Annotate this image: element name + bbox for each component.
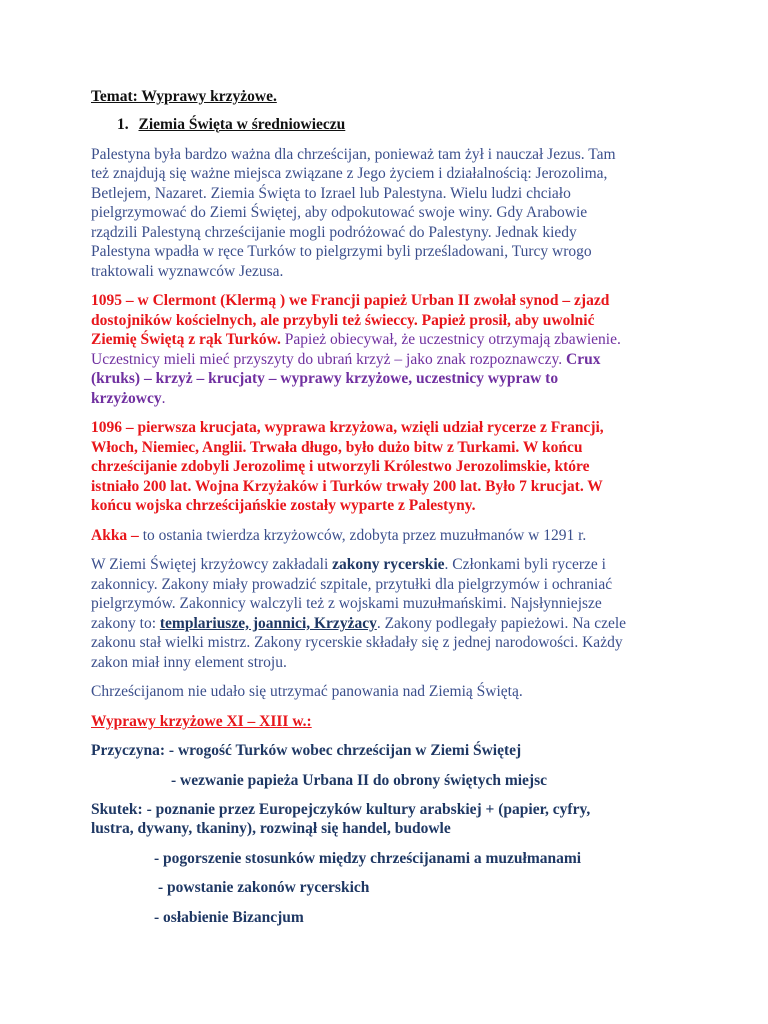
text-span: - wrogość Turków wobec chrześcijan w Ziemi Świętej (168, 742, 522, 759)
cause-item (91, 741, 691, 760)
text-line: dostojników kościelnych, ale przybyli też świeccy. Papież prosił, aby uwolnić (91, 312, 595, 329)
text-line (91, 614, 691, 633)
text-line: rządzili Palestyną chrześcijanie mogli podróżować do Palestyny. Jednak kiedy (91, 224, 577, 241)
text-line: (kruks) – krzyż – krucjaty – wyprawy krzyżowe, uczestnicy wypraw to (91, 370, 559, 387)
text-span: krzyżowcy (91, 390, 162, 407)
text-line: zakonu stał wielki mistrz. Zakony rycerskie składały się z jednej narodowości. Każdy (91, 634, 623, 651)
text-line (91, 350, 691, 369)
cause-item: - wezwanie papieża Urbana II do obrony świętych miejsc (171, 772, 548, 789)
text-span: Akka – (91, 527, 143, 544)
text-span: - poznanie przez Europejczyków kultury arabskiej + (papier, cyfry, (146, 801, 591, 818)
text-span: to ostania twierdza krzyżowców, zdobyta przez muzułmanów w 1291 r. (142, 527, 587, 544)
text-span: . Zakony podlegały papieżowi. Na czele (376, 615, 627, 632)
causes-label: Przyczyna: (91, 742, 166, 759)
effect-item (91, 800, 691, 819)
summary-heading: Wyprawy krzyżowe XI – XIII w.: (91, 713, 312, 730)
effect-item-continued: lustra, dywany, tkaniny), rozwinął się handel, budowle (91, 820, 451, 837)
text-span: . (161, 390, 166, 407)
text-line (91, 330, 691, 349)
paragraph-conclusion: Chrześcijanom nie udało się utrzymać panowania nad Ziemią Świętą. (91, 683, 523, 700)
text-span: . Członkami byli rycerze i (444, 556, 606, 573)
text-line: traktowali wyznawców Jezusa. (91, 263, 284, 280)
effect-item: - osłabienie Bizancjum (154, 909, 304, 926)
text-line (91, 389, 691, 408)
effect-item: - pogorszenie stosunków między chrześcijanami a muzułmanami (154, 850, 582, 867)
section-title: Ziemia Święta w średniowieczu (138, 116, 346, 133)
effect-item: - powstanie zakonów rycerskich (158, 879, 370, 896)
text-span: Uczestnicy mieli mieć przyszyty do ubrań krzyż – jako znak rozpoznawczy. (91, 351, 566, 368)
text-line: Palestyna była bardzo ważna dla chrześcijan, ponieważ tam żył i nauczał Jezus. Tam (91, 146, 616, 163)
text-line: końcu wojska chrześcijańskie zostały wyparte z Palestyny. (91, 497, 476, 514)
text-span: Crux (566, 351, 601, 368)
text-span: zakony to: (91, 615, 160, 632)
text-line (91, 555, 691, 574)
text-line: pielgrzymować do Ziemi Świętej, aby odpokutować swoje winy. Gdy Arabowie (91, 204, 588, 221)
text-span: Papież obiecywał, że uczestnicy otrzymają zbawienie. (280, 331, 621, 348)
text-line: Betlejem, Nazaret. Ziemia Święta to Izrael lub Palestyna. Wielu ludzi chciało (91, 185, 571, 202)
text-line: też znajdują się ważne miejsca związane z Jego życiem i działalnością: Jerozolima, (91, 165, 608, 182)
effects-label: Skutek: (91, 801, 143, 818)
section-number: 1. (117, 116, 129, 133)
text-line: chrześcijanie zdobyli Jerozolimę i utworzyli Królestwo Jerozolimskie, które (91, 458, 590, 475)
page-title: Temat: Wyprawy krzyżowe. (91, 88, 277, 105)
section-heading-1 (117, 115, 717, 134)
text-span: W Ziemi Świętej krzyżowcy zakładali (91, 556, 333, 573)
text-line: Włoch, Niemiec, Anglii. Trwała długo, było dużo bitw z Turkami. W końcu (91, 439, 583, 456)
text-line: 1096 – pierwsza krucjata, wyprawa krzyżowa, wzięli udział rycerze z Francji, (91, 419, 604, 436)
text-line: zakonnicy. Zakony miały prowadzić szpitale, przytułki dla pielgrzymów i ochraniać (91, 576, 613, 593)
text-line: zakon miał inny element stroju. (91, 654, 287, 671)
text-line: pielgrzymów. Zakonnicy walczyli też z wojskami muzułmańskimi. Najsłynniejsze (91, 595, 602, 612)
text-span: zakony rycerskie (332, 556, 445, 573)
text-line: Palestyna wpadła w ręce Turków to pielgrzymi byli prześladowani, Turcy wrogo (91, 243, 592, 260)
text-span: templariusze, joannici, Krzyżacy (159, 615, 377, 632)
text-line: 1095 – w Clermont (Klermą ) we Francji papież Urban II zwołał synod – zjazd (91, 292, 610, 309)
paragraph-akka (91, 526, 691, 545)
text-line: istniało 200 lat. Wojna Krzyżaków i Turków trwały 200 lat. Było 7 krucjat. W (91, 478, 603, 495)
text-span: Ziemię Świętą z rąk Turków. (91, 331, 281, 348)
